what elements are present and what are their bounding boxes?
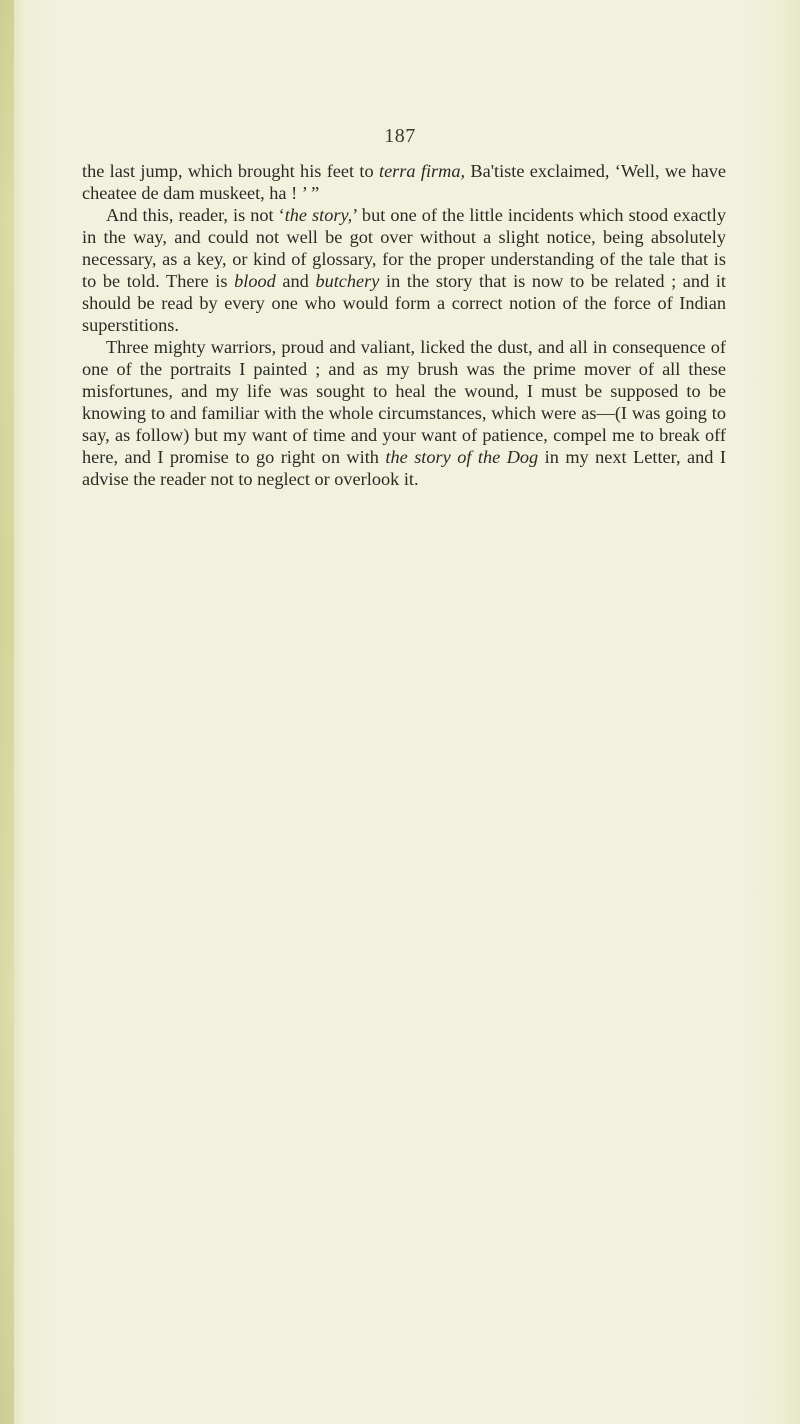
paragraph-1-italic-terra-firma: terra firma, (378, 161, 466, 181)
paragraph-3-text-b: in my next Letter, and I advise the reader not to neglect or overlook it. (82, 447, 726, 489)
paragraph-2-italic-butchery: butchery (315, 271, 380, 291)
paragraph-2-italic-the-story: the story, (284, 205, 353, 225)
paragraph-3 (82, 336, 726, 490)
paragraph-2-text-d: in the story that is now to be related ; and it should be read by every one who would form a correct notion of the force of Indian superstitions. (82, 271, 726, 335)
paragraph-3-italic-story-of-the-dog: the story of the Dog (385, 447, 539, 467)
page-number: 187 (384, 125, 416, 147)
paragraph-2-text-b: ’ but one of the little incidents which stood exactly in the way, and could not well be got over without a slight notice, being absolutely necessary, as a key, or kind of glossary, for the proper understanding of the tale that is to be told. There is (82, 205, 726, 291)
paragraph-1-text-b: Ba'tiste exclaimed, ‘Well, we have cheatee de dam muskeet, ha ! ’ ” (82, 161, 726, 203)
paragraph-2-text-c: and (275, 271, 316, 291)
paragraph-3-text-a: Three mighty warriors, proud and valiant, licked the dust, and all in consequence of one of the portraits I painted ; and as my brush was the prime mover of all these misfortunes, and my life was sought to heal the wound, I must be supposed to be knowing to and familiar with the whole circumstances, which were as—(I was going to say, as follow) but my want of time and your want of patience, compel me to break off here, and I promise to go right on with (82, 337, 726, 467)
paragraph-2-text-a: And this, reader, is not ‘ (106, 205, 285, 225)
body-text (82, 160, 726, 490)
paragraph-1-text-a: the last jump, which brought his feet to (82, 161, 379, 181)
paragraph-1 (82, 160, 726, 204)
page-gutter-shadow (0, 0, 14, 1424)
paragraph-2 (82, 204, 726, 336)
paragraph-2-italic-blood: blood (234, 271, 276, 291)
